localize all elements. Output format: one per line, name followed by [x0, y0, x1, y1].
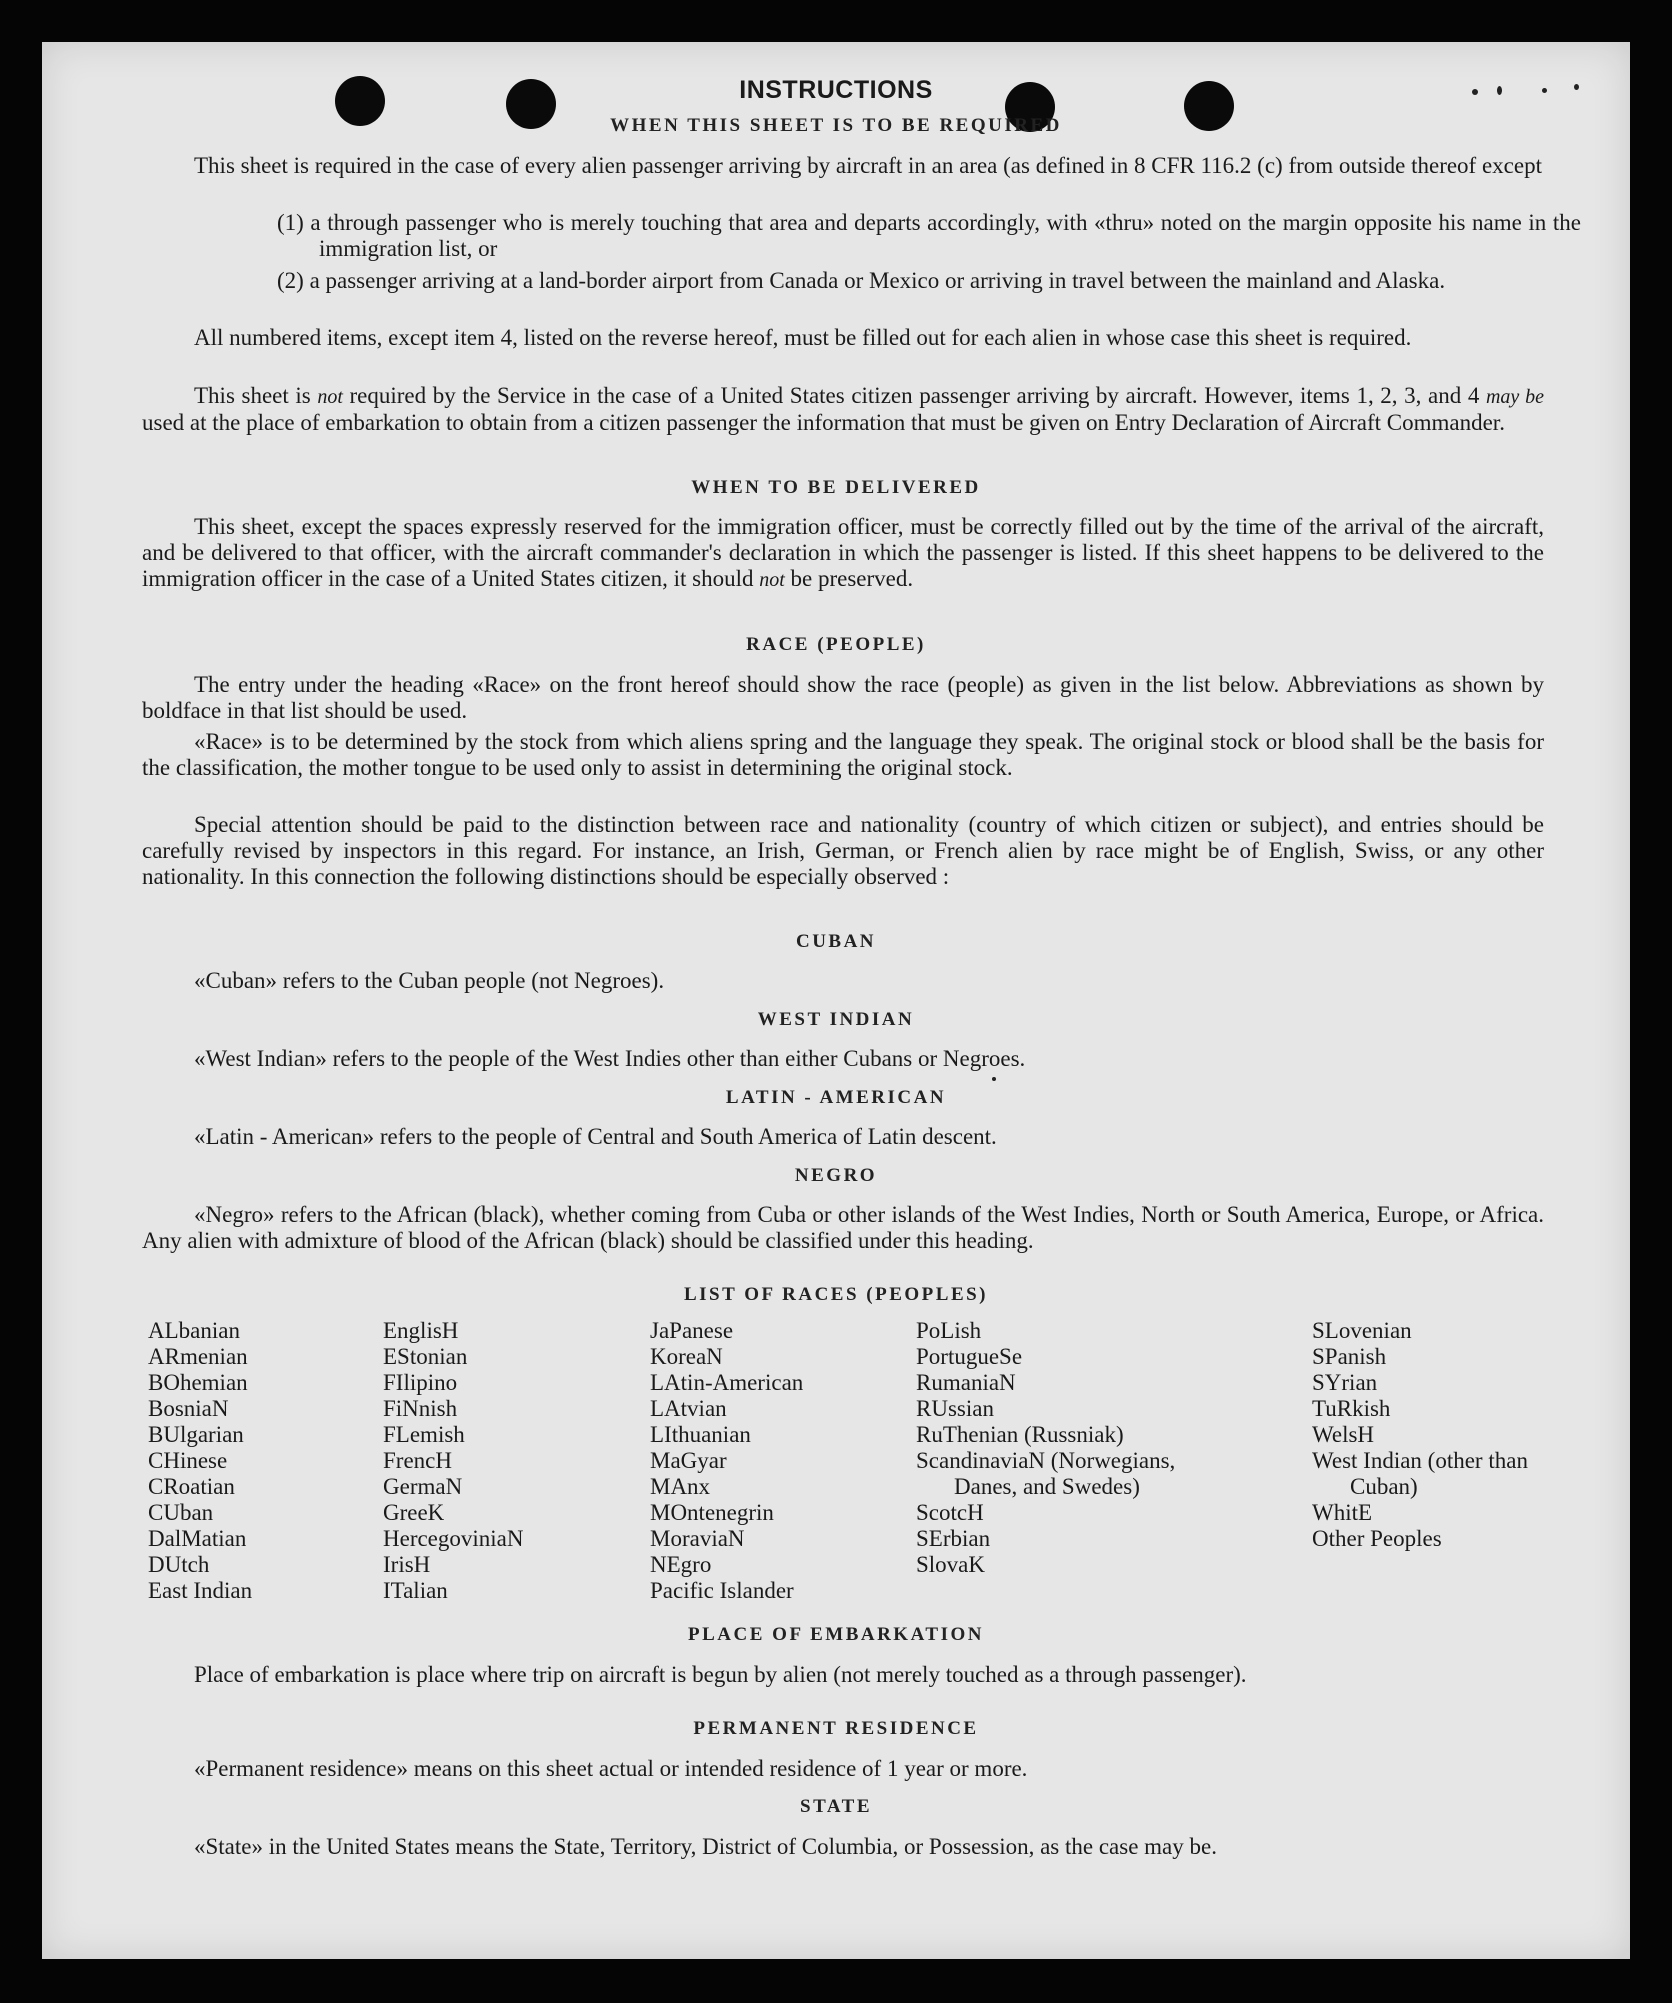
- race-entry: ALbanian: [148, 1318, 240, 1343]
- race-entry: FLemish: [383, 1422, 465, 1447]
- race-entry: LIthuanian: [650, 1422, 751, 1447]
- race-entry: SlovaK: [916, 1552, 985, 1577]
- exception-2: (2) a passenger arriving at a land-border airport from Canada or Mexico or arriving in travel between the mainland and Alaska.: [277, 268, 1446, 293]
- when-delivered-text: This sheet, except the spaces expressly reserved for the immigration officer, must be correctly filled out by the time of the arrival of the aircraft, and be delivered to that officer, with the aircraft commander's declaration in which the passenger is listed. If this sheet happens to be delivered to the immigration officer in the case of a United States citizen, it should not be preserved.: [142, 514, 1544, 591]
- race-entry: GreeK: [383, 1500, 445, 1525]
- races-column-2: [383, 1318, 623, 1604]
- race-entry: CHinese: [148, 1448, 228, 1473]
- race-entry: Pacific Islander: [650, 1578, 794, 1603]
- race-entry: East Indian: [148, 1578, 253, 1603]
- race-entry: ITalian: [383, 1578, 448, 1603]
- race-entry: BUlgarian: [148, 1422, 244, 1447]
- race-paragraph-3: Special attention should be paid to the distinction between race and nationality (country of which citizen or subject), and entries should be carefully revised by inspectors in this regard. For instance, an Irish, German, or French alien by race might be of English, Swiss, or any other nationality. In this connection the following distinctions should be especially observed :: [142, 812, 1544, 889]
- west-indian-text: «West Indian» refers to the people of the West Indies other than either Cubans or Negroes.: [194, 1046, 1026, 1071]
- heading-race: RACE (PEOPLE): [746, 634, 926, 655]
- race-entry: DalMatian: [148, 1526, 247, 1551]
- race-entry: HercegoviniaN: [383, 1526, 524, 1551]
- races-column-5: [1312, 1318, 1552, 1552]
- race-entry: PoLish: [916, 1318, 982, 1343]
- race-entry: FrencH: [383, 1448, 452, 1473]
- race-entry: NEgro: [650, 1552, 712, 1577]
- race-entry: ARmenian: [148, 1344, 248, 1369]
- race-entry: Other Peoples: [1312, 1526, 1442, 1551]
- embarkation-text: Place of embarkation is place where trip on aircraft is begun by alien (not merely touched as a through passenger).: [194, 1662, 1247, 1687]
- race-entry: LAtin-American: [650, 1370, 804, 1395]
- race-entry: WhitE: [1312, 1500, 1373, 1525]
- race-entry: West Indian (other than Cuban): [1312, 1448, 1528, 1499]
- race-entry: WelsH: [1312, 1422, 1375, 1447]
- race-entry: MAnx: [650, 1474, 711, 1499]
- race-entry: RumaniaN: [916, 1370, 1016, 1395]
- heading-permanent-residence: PERMANENT RESIDENCE: [693, 1718, 979, 1739]
- negro-text: «Negro» refers to the African (black), whether coming from Cuba or other islands of the West Indies, North or South America, Europe, or Africa. Any alien with admixture of blood of the African (black) should be classified under this heading.: [142, 1202, 1544, 1253]
- race-entry: EnglisH: [383, 1318, 459, 1343]
- race-entry: DUtch: [148, 1552, 210, 1577]
- residence-text: «Permanent residence» means on this sheet actual or intended residence of 1 year or more.: [194, 1756, 1028, 1781]
- race-entry: RuThenian (Russniak): [916, 1422, 1124, 1447]
- cuban-text: «Cuban» refers to the Cuban people (not Negroes).: [194, 968, 665, 993]
- race-entry: LAtvian: [650, 1396, 727, 1421]
- heading-state: STATE: [800, 1796, 872, 1817]
- race-entry: FiNnish: [383, 1396, 458, 1421]
- race-entry: PortugueSe: [916, 1344, 1023, 1369]
- numbered-items-text: All numbered items, except item 4, listed on the reverse hereof, must be filled out for each alien in whose case this sheet is required.: [194, 325, 1412, 350]
- latin-american-text: «Latin - American» refers to the people of Central and South America of Latin descent.: [194, 1124, 997, 1149]
- ink-speck: [992, 1077, 996, 1081]
- when-required-intro: This sheet is required in the case of every alien passenger arriving by aircraft in an area (as defined in 8 CFR 116.2 (c) from outside thereof except: [194, 153, 1542, 178]
- race-entry: TuRkish: [1312, 1396, 1391, 1421]
- race-entry: ScandinaviaN (Norwegians, Danes, and Swedes): [916, 1448, 1176, 1499]
- race-entry: FIlipino: [383, 1370, 458, 1395]
- state-text: «State» in the United States means the State, Territory, District of Columbia, or Possession, as the case may be.: [194, 1834, 1217, 1859]
- race-entry: GermaN: [383, 1474, 463, 1499]
- race-entry: IrisH: [383, 1552, 431, 1577]
- race-entry: MoraviaN: [650, 1526, 745, 1551]
- heading-latin-american: LATIN - AMERICAN: [725, 1087, 947, 1108]
- races-column-3: [650, 1318, 890, 1604]
- heading-when-delivered: WHEN TO BE DELIVERED: [691, 477, 981, 498]
- race-paragraph-2: «Race» is to be determined by the stock from which aliens spring and the language they speak. The original stock or blood shall be the basis for the classification, the mother tongue to be used only to assist in determining the original stock.: [142, 729, 1544, 780]
- heading-west-indian: WEST INDIAN: [757, 1009, 915, 1030]
- heading-negro: NEGRO: [794, 1165, 878, 1186]
- heading-when-required: WHEN THIS SHEET IS TO BE REQUIRED: [610, 115, 1062, 136]
- race-entry: SYrian: [1312, 1370, 1378, 1395]
- race-entry: BOhemian: [148, 1370, 248, 1395]
- heading-embarkation: PLACE OF EMBARKATION: [688, 1624, 984, 1645]
- races-column-4: [916, 1318, 1206, 1578]
- race-entry: BosniaN: [148, 1396, 229, 1421]
- heading-list-of-races: LIST OF RACES (PEOPLES): [683, 1284, 989, 1305]
- race-entry: MaGyar: [650, 1448, 727, 1473]
- race-entry: CUban: [148, 1500, 214, 1525]
- race-entry: SErbian: [916, 1526, 991, 1551]
- heading-cuban: CUBAN: [795, 931, 877, 952]
- race-entry: ScotcH: [916, 1500, 984, 1525]
- race-entry: RUssian: [916, 1396, 994, 1421]
- race-paragraph-1: The entry under the heading «Race» on the front hereof should show the race (people) as given in the list below. Abbreviations as shown by boldface in that list should be used.: [142, 672, 1544, 723]
- race-entry: EStonian: [383, 1344, 468, 1369]
- exception-1: (1) a through passenger who is merely touching that area and departs accordingly, with «thru» noted on the margin opposite his name in the immigration list, or: [277, 210, 1581, 261]
- race-entry: SLovenian: [1312, 1318, 1412, 1343]
- race-entry: JaPanese: [650, 1318, 734, 1343]
- race-entry: SPanish: [1312, 1344, 1387, 1369]
- citizen-text: This sheet is not required by the Service in the case of a United States citizen passenger arriving by aircraft. However, items 1, 2, 3, and 4 may be used at the place of embarkation to obtain from a citizen passenger the information that must be given on Entry Declaration of Aircraft Commander.: [142, 383, 1544, 435]
- race-entry: MOntenegrin: [650, 1500, 774, 1525]
- page-title: INSTRUCTIONS: [739, 76, 933, 104]
- race-entry: KoreaN: [650, 1344, 723, 1369]
- race-entry: CRoatian: [148, 1474, 235, 1499]
- races-column-1: [148, 1318, 358, 1604]
